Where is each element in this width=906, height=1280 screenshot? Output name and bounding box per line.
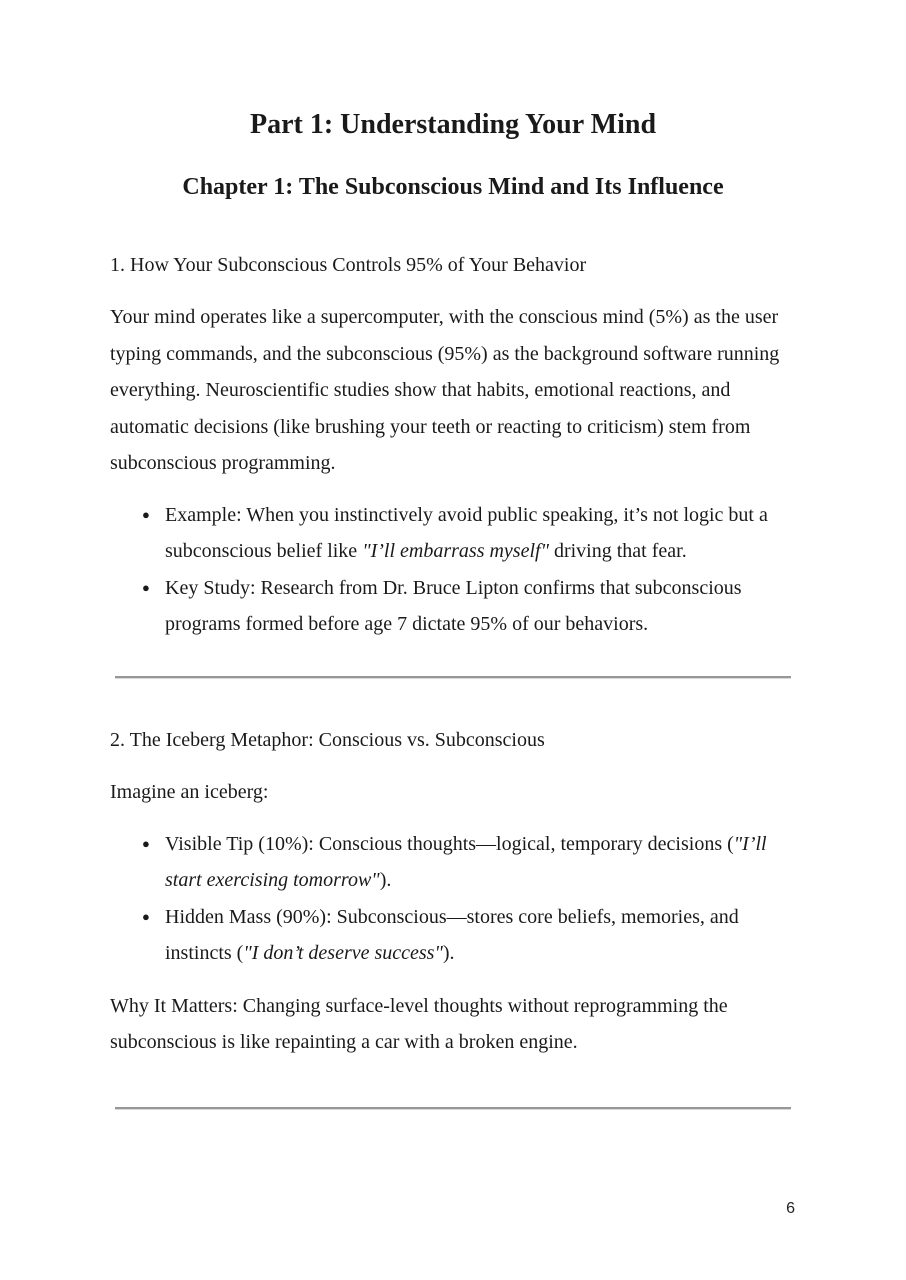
text-run: Example: When you instinctively avoid public speaking, it’s not logic but a subconscious belief like <box>165 503 768 563</box>
list-item <box>110 826 791 899</box>
chapter-title: Chapter 1: The Subconscious Mind and Its Influence <box>182 174 724 201</box>
list-item-text <box>165 570 791 643</box>
section-2-outro: Why It Matters: Changing surface-level thoughts without reprogramming the subconscious is like repainting a car with a broken engine. <box>110 994 728 1054</box>
section-divider <box>115 676 791 679</box>
text-run: Hidden Mass (90%): Subconscious—stores core beliefs, memories, and instincts ( <box>165 905 739 965</box>
list-item <box>110 899 791 972</box>
section-2-bullet-list <box>110 826 791 972</box>
list-item <box>110 497 791 570</box>
page-number: 6 <box>786 1200 795 1217</box>
part-title: Part 1: Understanding Your Mind <box>249 109 657 140</box>
list-item-text <box>165 899 791 972</box>
page-content <box>110 247 791 1110</box>
section-1-paragraph: Your mind operates like a supercomputer, with the conscious mind (5%) as the user typing commands, and the subconscious (95%) as the background software running everything. Neuroscientific studies show that habits, emotional reactions, and automatic decisions (like brushing your teeth or reacting to criticism) stem from subconscious programming. <box>110 306 780 475</box>
italic-run: "I’ll embarrass myself" <box>362 540 549 563</box>
section-1-heading: 1. How Your Subconscious Controls 95% of Your Behavior <box>110 253 587 276</box>
text-run: ). <box>379 869 392 892</box>
bullet-icon: ● <box>142 506 150 522</box>
bullet-icon: ● <box>142 908 150 924</box>
section-2-intro: Imagine an iceberg: <box>110 781 269 804</box>
text-run: Key Study: Research from Dr. Bruce Lipton confirms that subconscious programs formed before age 7 dictate 95% of our behaviors. <box>165 576 742 636</box>
text-run: driving that fear. <box>548 540 687 563</box>
section-divider <box>115 1107 791 1110</box>
bullet-icon: ● <box>142 579 150 595</box>
italic-run: "I’ll start exercising tomorrow" <box>165 832 767 892</box>
italic-run: "I don’t deserve success" <box>243 942 443 965</box>
list-item-text <box>165 826 791 899</box>
bullet-icon: ● <box>142 835 150 851</box>
section-1-bullet-list <box>110 497 791 643</box>
section-2-heading: 2. The Iceberg Metaphor: Conscious vs. Subconscious <box>110 728 545 751</box>
list-item <box>110 570 791 643</box>
list-item-text <box>165 497 791 570</box>
text-run: ). <box>442 942 455 965</box>
text-run: Visible Tip (10%): Conscious thoughts—logical, temporary decisions ( <box>165 832 734 855</box>
